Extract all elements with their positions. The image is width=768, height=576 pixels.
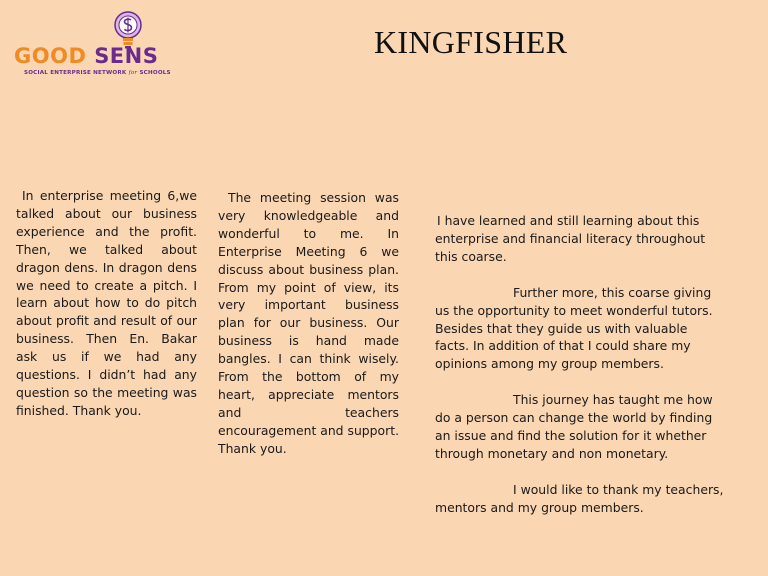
paragraph: I have learned and still learning about this enterprise and financial literacy throughout this coarse. [435, 213, 706, 264]
logo-tagline: SOCIAL ENTERPRISE NETWORK for SCHOOLS [24, 70, 171, 76]
good-sens-logo [14, 8, 184, 78]
paragraph: The meeting session was very knowledgeable and wonderful to me. In Enterprise Meeting 6 we discuss about business plan. From my point of view, its very important business plan for our business. Our business is hand made bangles. I can think wisely. From the bottom of my heart, appreciate mentors and teachers encouragement and support. Thank you. [218, 190, 400, 456]
paragraph: In enterprise meeting 6,we talked about our business experience and the profit. Then, we talked about dragon dens. In dragon dens we need to create a pitch. I learn about how to do pitch about profit and result of our business. Then En. Bakar ask us if we had any questions. I didn’t had any question so the meeting was finished. Thank you. [16, 188, 197, 418]
text-column-1 [16, 187, 197, 420]
paragraph: Further more, this coarse giving us the opportunity to meet wonderful tutors. Besides that they guide us with valuable facts. In addition of that I could share my opinions among my group members. [435, 284, 713, 372]
page-title: KINGFISHER [374, 24, 568, 60]
paragraph: I would like to thank my teachers, mentors and my group members. [435, 481, 724, 515]
text-column-3 [435, 212, 725, 535]
text-column-2 [218, 189, 399, 458]
logo-wordmark: GOOD SENS [14, 44, 159, 68]
paragraph: This journey has taught me how do a person can change the world by finding an issue and find the solution for it whether through monetary and non monetary. [435, 392, 713, 461]
